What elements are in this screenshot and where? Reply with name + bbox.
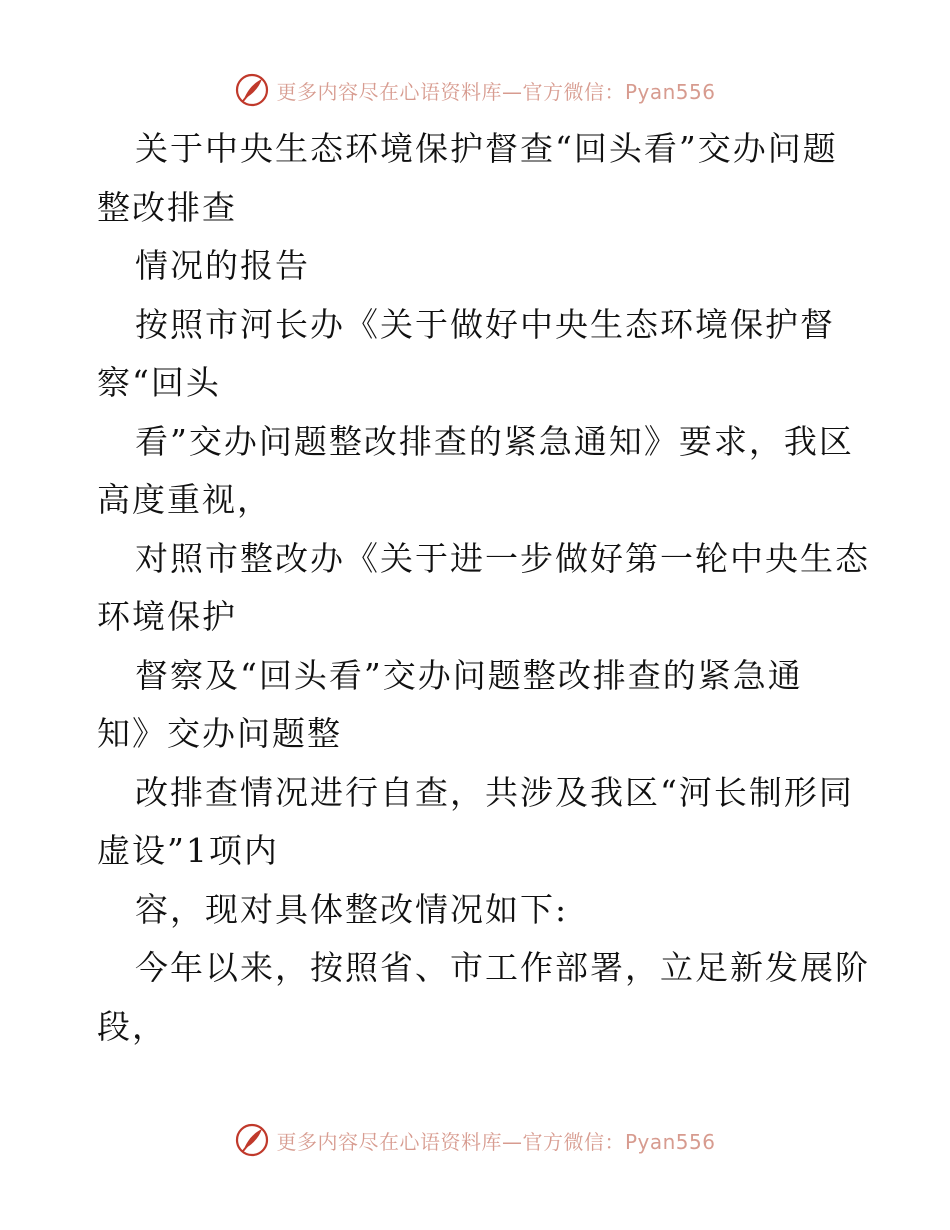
watermark-contact: 官方微信：Pyan556 — [522, 1129, 716, 1154]
watermark-separator: — — [501, 1129, 523, 1154]
document-body — [97, 120, 870, 1056]
document-line: 知》交办问题整 — [97, 714, 342, 753]
document-line: 虚设”1项内 — [97, 831, 279, 870]
watermark-brand: 更多内容尽在心语资料库 — [276, 1129, 502, 1154]
document-line: 段， — [97, 1006, 167, 1046]
watermark-text — [276, 76, 715, 105]
document-line: 改排查情况进行自查，共涉及我区“河长制形同 — [135, 772, 854, 812]
footer-watermark — [0, 1122, 950, 1158]
document-line: 督察及“回头看”交办问题整改排查的紧急通 — [135, 655, 803, 695]
watermark-brand: 更多内容尽在心语资料库 — [276, 79, 502, 104]
document-line: 情况的报告 — [135, 246, 310, 285]
document-line: 整改排查 — [97, 187, 237, 227]
document-line: 看”交办问题整改排查的紧急通知》要求，我区 — [135, 421, 854, 461]
document-line: 对照市整改办《关于进一步做好第一轮中央生态 — [135, 538, 870, 578]
header-watermark — [0, 72, 950, 108]
document-line: 环境保护 — [97, 597, 237, 636]
watermark-separator: — — [501, 79, 523, 104]
watermark-contact: 官方微信：Pyan556 — [522, 79, 716, 104]
document-line: 容，现对具体整改情况如下: — [135, 889, 569, 929]
document-line: 察“回头 — [97, 363, 221, 402]
document-line: 按照市河长办《关于做好中央生态环境保护督 — [135, 304, 835, 344]
feather-pen-logo-icon — [234, 72, 270, 108]
watermark-text — [276, 1126, 715, 1155]
document-line: 今年以来，按照省、市工作部署，立足新发展阶 — [135, 948, 870, 987]
document-line: 高度重视， — [97, 480, 272, 519]
document-line: 关于中央生态环境保护督查“回头看”交办问题 — [135, 129, 838, 168]
feather-pen-logo-icon — [234, 1122, 270, 1158]
